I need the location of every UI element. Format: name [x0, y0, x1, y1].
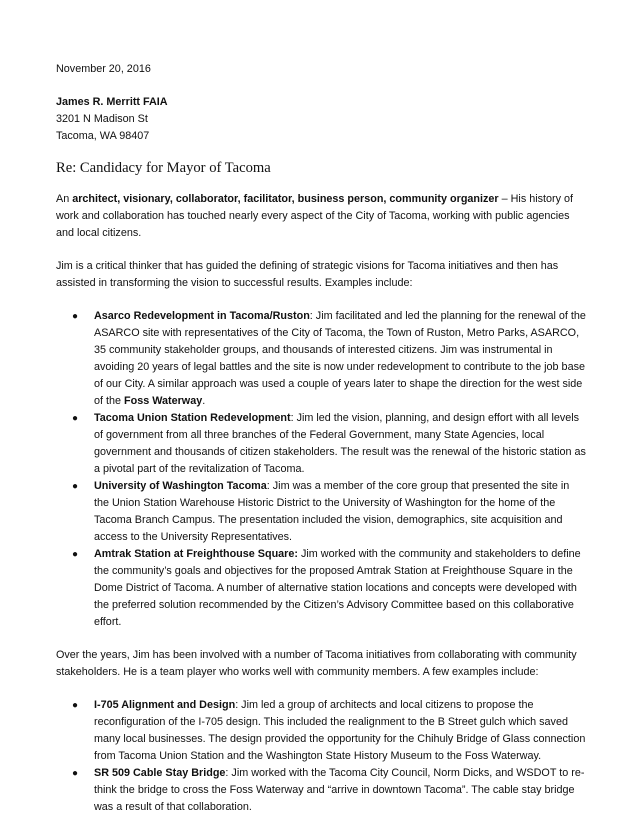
list-item: [56, 546, 586, 631]
letter-page: [56, 61, 586, 832]
subject-line: Re: Candidacy for Mayor of Tacoma: [56, 160, 271, 176]
list-item: [56, 410, 586, 478]
bullet-icon: ●: [72, 549, 79, 560]
initiative-text: : Jim worked with the Tacoma City Council, Norm Dicks, and WSDOT to re-think the bridge to cross the Foss Waterway and “arrive in downtown Tacoma”. The cable stay bridge was a result of that collaboration.: [94, 767, 585, 813]
example-text: : Jim facilitated and led the planning for the renewal of the ASARCO site with representatives of the City of Tacoma, the Town of Ruston, Metro Parks, ASARCO, 35 community stakeholder groups, and thousands of interested citizens. Jim was instrumental in avoiding 20 years of legal battles and the site is now under redevelopment to contribute to the job base of our City. A similar approach was used a couple of years later to shape the direction for the west side of the: [94, 310, 586, 407]
intro-bold-roles: architect, visionary, collaborator, facilitator, business person, community organizer: [72, 193, 499, 205]
list-item: [56, 478, 586, 546]
letter-date: November 20, 2016: [56, 63, 151, 75]
example-text: : Jim was a member of the core group that presented the site in the Union Station Warehouse Historic District to the University of Washington for the home of the Tacoma Branch Campus. The presentation included the vision, demographics, site acquisition and access to the University Representatives.: [94, 480, 570, 543]
example-title: Tacoma Union Station Redevelopment: [94, 412, 291, 424]
initiatives-list: [56, 697, 586, 816]
strategic-vision-paragraph: Jim is a critical thinker that has guided the defining of strategic visions for Tacoma initiatives and then has assisted in transforming the vision to successful results. Examples include:: [56, 260, 559, 289]
intro-paragraph: [56, 191, 586, 242]
intro-prefix: An: [56, 193, 73, 205]
bullet-icon: ●: [72, 700, 79, 711]
example-text: Jim worked with the community and stakeholders to define the community’s goals and objectives for the proposed Amtrak Station at Freighthouse Square in the Dome District of Tacoma. A number of alternative station locations and concepts were developed with the preferred solution recommended by the Citizen’s Advisory Committee based on this collaborative effort.: [94, 548, 581, 628]
example-text: : Jim led the vision, planning, and design effort with all levels of government from all three branches of the Federal Government, many State Agencies, local government and thousands of citizen stakeholders. The result was the renewal of the historic station as a pivotal part of the revitalization of Tacoma.: [94, 412, 586, 475]
bullet-icon: ●: [72, 481, 79, 492]
bullet-icon: ●: [72, 311, 79, 322]
initiative-title: I-705 Alignment and Design: [94, 699, 236, 711]
sender-street: 3201 N Madison St: [56, 113, 148, 125]
initiatives-paragraph: Over the years, Jim has been involved with a number of Tacoma initiatives from collaborating with community stakeholders. He is a team player who works well with community members. A few examples include:: [56, 649, 577, 678]
bullet-icon: ●: [72, 413, 79, 424]
examples-list: [56, 308, 586, 631]
initiative-text: : Jim led a group of architects and local citizens to propose the reconfiguration of the I-705 design. This included the realignment to the B Street gulch which saved many local businesses. The design provided the opportunity for the Chihuly Bridge of Glass connection from Tacoma Union Station and the Washington State History Museum to the Foss Waterway.: [94, 699, 586, 762]
sender-name: James R. Merritt FAIA: [56, 96, 168, 108]
example-tail: .: [202, 395, 206, 407]
example-tail-bold: Foss Waterway: [124, 395, 203, 407]
list-item: [56, 765, 586, 816]
bullet-icon: ●: [72, 768, 79, 779]
example-title: Asarco Redevelopment in Tacoma/Ruston: [94, 310, 310, 322]
sender-address-block: [56, 94, 586, 145]
initiative-title: SR 509 Cable Stay Bridge: [94, 767, 226, 779]
list-item: [56, 308, 586, 410]
intro-rest: – His history of work and collaboration has touched nearly every aspect of the City of Tacoma, working with public agencies and local citizens.: [56, 193, 574, 239]
sender-city: Tacoma, WA 98407: [56, 130, 150, 142]
example-title: Amtrak Station at Freighthouse Square:: [94, 548, 298, 560]
list-item: [56, 697, 586, 765]
example-title: University of Washington Tacoma: [94, 480, 267, 492]
